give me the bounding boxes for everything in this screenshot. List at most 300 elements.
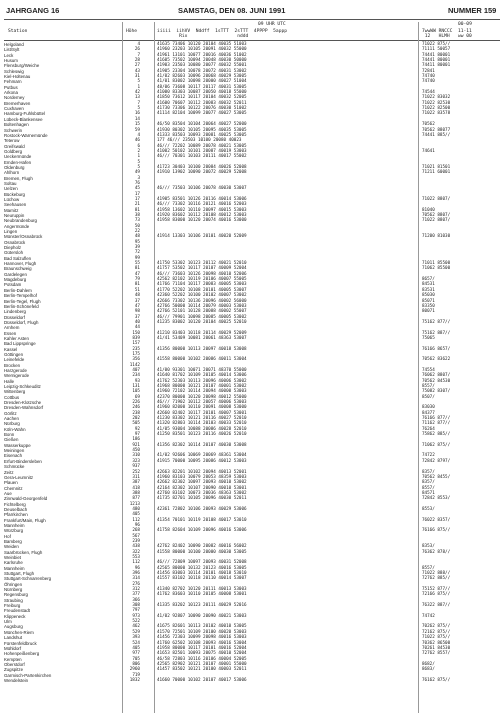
weather-groups: 74441 885// [422,132,451,138]
synop-groups: 41960 23203 10105 20091 40032 55000 [157,47,247,53]
synop-groups: 41905 23304 10078 20072 40031 53002 [157,68,247,74]
station-name: Aue [4,490,12,496]
station-height: 5 [137,164,140,170]
station-height: 92 [134,426,140,432]
weather-groups: 75152 877// [422,587,451,593]
station-name: Leck [4,52,14,58]
synop-groups: 46/50 83504 10104 20064 40027 52000 [157,122,247,128]
synop-groups: 41002 50102 10101 20087 40019 53003 [157,148,247,154]
synop-groups: 41356 80000 10113 20097 40018 53008 [157,346,247,352]
station-name: Rostock-Warnemünde [4,132,48,138]
station-name: Teterow [4,138,20,144]
synop-groups: 41968 80000 10121 20107 40001 53002 [157,384,247,389]
station-height: 14 [134,116,140,122]
station-name: List/Sylt [4,47,20,53]
station-name: Berlin-Tempelhof [4,293,37,299]
station-height: 97 [134,432,140,438]
station-name: München-Riem [4,629,34,635]
station-name: Arnhem [4,325,20,331]
synop-groups: 46/// 79901 10098 20085 40005 53002 [157,314,247,320]
station-height: 1213 [129,501,140,507]
station-name: Öhringen [4,581,23,587]
synop-groups: 41903 23503 10080 20077 40032 55001 [157,63,247,69]
synop-groups: 46/// 70301 10103 20111 40017 55002 [157,154,247,160]
station-height: 150 [132,330,140,336]
synop-groups: 41/02 92807 10090 20090 40021 53003 [157,613,247,619]
station-name: Hohenpeißenberg [4,651,40,657]
weather-groups: 76162 875// [422,677,451,683]
weather-groups: 8357/ [422,469,435,475]
station-height: 96 [134,522,140,528]
station-height: 5 [137,79,140,85]
station-height: 2 [137,148,140,154]
station-height: 567 [132,533,140,539]
synop-groups: 41750 53302 10123 20112 40021 52010 [157,261,247,267]
synop-groups: 41230 83302 10121 20116 40027 52010 [157,416,247,422]
synop-groups: 41960 72102 10114 20094 40000 53003 [157,389,247,395]
weather-groups: 74742 [422,613,435,619]
station-height: 98 [134,309,140,315]
station-name: Bamberg [4,538,22,544]
synop-groups: 41000 83303 10087 20050 40018 55000 [157,90,247,96]
station-height: 48 [134,234,140,240]
station-height: 322 [132,549,140,555]
station-height: 202 [132,416,140,422]
station-column-heading: Station [8,29,28,34]
station-name: Cuxhaven [4,106,24,112]
weather-groups: 71062 85500 [422,266,451,272]
weather-groups: 81040 [422,207,435,213]
weather-groups: 71022 8807/ [422,196,451,202]
synop-groups: 46/// 71902 10112 20057 40006 53003 [157,400,247,406]
station-name: Kiel-Holtenau [4,74,31,80]
synop-groups: 42360 52202 10100 20102 40007 53002 [157,293,247,299]
station-height: 42 [134,90,140,96]
synop-groups: 41340 82702 10120 20111 40013 53003 [157,587,247,593]
weather-groups: 75065 [422,335,435,341]
station-height: 73 [134,218,140,224]
synop-groups: 42565 82902 10121 20107 40001 55000 [157,661,247,667]
weather-groups: 74544 [422,90,435,96]
station-name: Klippeneck [4,613,26,619]
station-height: 13 [134,95,140,101]
station-height: 21 [134,202,140,208]
weather-groups: 74411 80001 [422,63,451,69]
station-name: Gießen [4,437,19,443]
synop-groups: 42766 52101 10128 20088 40002 55007 [157,309,247,315]
station-height: 39 [134,245,140,251]
weather-groups: 71200 81030 [422,234,451,240]
station-name: Schmücke [4,464,25,470]
header-rule-top [4,19,500,20]
weather-groups: 80071 [422,309,435,315]
synop-groups: 41760 62502 10108 20093 40016 53004 [157,640,247,646]
weather-groups: 8553/ [422,506,435,512]
station-name: Zinnwald-Georgenfeld [4,496,48,502]
time-heading: 09 UHR UTC [258,22,286,27]
synop-groups: 41757 53502 10117 20107 40009 52004 [157,266,247,272]
volume-label: JAHRGANG 16 [6,6,60,15]
station-name: Soltau [4,180,17,186]
station-height: 977 [132,651,140,657]
station-height: 387 [132,480,140,486]
synop-groups: 42663 82201 10102 20094 40013 52001 [157,469,247,475]
station-height: 529 [132,629,140,635]
station-height: 973 [132,613,140,619]
station-name: Magdeburg [4,277,27,283]
station-height: 16 [134,111,140,117]
synop-groups: 41723 30403 10100 20084 40026 52008 [157,164,247,170]
station-height: 246 [132,405,140,411]
station-height: 37 [134,314,140,320]
weather-groups: 71021 81501 [422,164,451,170]
synop-groups: 41675 82601 10113 20102 40010 53005 [157,624,247,630]
weather-groups: 70562 8455/ [422,474,451,480]
station-height: 797 [132,608,140,614]
station-name: Angermünde [4,223,30,229]
station-name: Weiden [4,544,19,550]
weather-groups: 71022 83032 [422,95,451,101]
weather-groups: 71022 8807/ [422,218,451,224]
synop-groups: 41570 72501 10109 20100 40020 53003 [157,629,247,635]
station-height: 234 [132,373,140,379]
weather-groups: 74554 [422,367,435,373]
station-height: 1 [137,154,140,160]
station-name: Freudenstadt [4,608,30,614]
station-name: Kassel [4,346,18,352]
synop-groups: 41958 80000 10117 20101 40016 52004 [157,645,247,651]
weather-groups: 8507/ [422,394,435,400]
weather-groups: 8353/ [422,544,435,550]
synop-groups: 42565 80000 10132 20123 40016 53005 [157,565,247,571]
synop-groups: 41558 80000 10102 20086 40011 53004 [157,357,247,363]
station-name: Görlitz [4,410,17,416]
station-name: Husum [4,58,18,64]
station-height: 877 [132,496,140,502]
weather-groups: 85071 [422,298,435,304]
synop-groups: 41758 82604 10109 20096 40016 53006 [157,528,247,534]
station-height: 268 [132,528,140,534]
station-name: Lindenberg [4,309,26,315]
station-name: Straubing [4,597,23,603]
weather-groups: 85030 [422,293,435,299]
weather-groups: 70362 86500 [422,640,451,646]
station-name: Düsseldorf, Flugh [4,319,39,325]
synop-groups: 42660 82402 10117 20101 40007 53001 [157,410,247,416]
station-height: 396 [132,571,140,577]
weather-groups: 72166 875// [422,592,451,598]
station-name: Fehmarn [4,79,22,85]
station-height: 76 [134,180,140,186]
station-name: Wernigerode [4,373,30,379]
synop-groups: 41660 70000 10102 20107 40017 53006 [157,677,247,683]
weather-groups: 76362 878// [422,549,451,555]
station-height: 112 [132,560,140,566]
station-height: 131 [132,384,140,389]
observation-table [0,42,504,683]
weather-groups: 71022 83578 [422,111,451,117]
station-height: 96 [134,565,140,571]
synop-groups: 41735 82701 10105 20096 40030 52011 [157,496,247,502]
synop-groups: 41/41 53409 10081 20061 48363 53007 [157,335,247,341]
period-heading: 00-09 [458,22,472,27]
synop-groups: 41961 13101 10077 20016 40036 51002 [157,52,247,58]
station-height: 99 [134,255,140,261]
table-row [0,678,504,683]
station-height: 418 [132,485,140,491]
station-name: Norderney [4,95,25,101]
synop-groups: 41333 83503 10093 20081 40025 53005 [157,132,247,138]
station-height: 2960 [129,667,140,673]
station-name: Stuttgart, Flugh [4,571,35,577]
station-height: 55 [134,261,140,267]
station-height: 5 [137,159,140,165]
station-name: Leinefelde [4,357,25,363]
station-name: Würzburg [4,528,24,534]
weather-groups: 84531 [422,282,435,288]
station-name: Stuttgart-Schnarrenberg [4,576,52,582]
station-height: 175 [132,351,140,357]
station-name: Düsseldorf [4,314,25,320]
station-height: 37 [134,298,140,304]
station-name: Seehausen [4,202,27,208]
synop-groups: 41356 82302 10114 20107 40030 53008 [157,442,247,448]
synop-groups: 41335 83202 10123 20111 40029 52016 [157,603,247,609]
synop-groups: 46/// 72809 10097 20093 40031 52008 [157,560,247,566]
synop-groups: 41456 72303 10099 20098 40016 53003 [157,635,247,641]
weather-groups: 71011 85500 [422,261,451,267]
station-name: Mühldorf [4,645,22,651]
station-name: Gera-Leumnitz [4,474,34,480]
station-height: 112 [132,517,140,523]
station-height: 235 [132,346,140,352]
weather-groups: 75162 887// [422,330,451,336]
weather-groups: 74722 [422,453,435,459]
station-name: Mannheim [4,565,25,571]
weather-groups: 71022 875// [422,42,451,47]
weather-groups: 8682/ [422,661,435,667]
weather-groups: 8557/ [422,485,435,491]
station-height: 93 [134,378,140,384]
station-height: 323 [132,458,140,464]
weather-groups: 72842 8797/ [422,458,451,464]
station-height: 3 [137,175,140,181]
station-name: Diepholz [4,245,22,251]
station-name: Braunschweig [4,266,32,272]
station-height: 438 [132,544,140,550]
station-height: 377 [132,592,140,598]
station-name: Berlin-Schönefeld [4,303,39,309]
station-height: 705 [132,656,140,662]
station-name: Brocken [4,362,21,368]
station-height: 79 [134,277,140,283]
station-height: 48 [134,293,140,299]
station-height: 26 [134,47,140,53]
station-height: 937 [132,464,140,470]
station-height: 314 [132,576,140,582]
weather-groups: 84377 [422,410,435,416]
weather-groups: 75862 885// [422,432,451,438]
weather-groups: 71022 888// [422,571,451,577]
station-name: Goldberg [4,148,23,154]
weather-groups: 76264 [422,426,435,432]
synop-groups: 41/05 93004 10088 20086 40028 52010 [157,426,247,432]
station-height: 186 [132,437,140,443]
station-height: 839 [132,335,140,341]
weather-groups: 74441 80001 [422,58,451,64]
synop-groups: 41114 82104 10099 20077 40027 53005 [157,111,247,117]
station-name: Göttingen [4,351,24,357]
synop-groups: 46/// 73603 10126 20098 40010 52006 [157,271,247,277]
synop-groups: 42760 83102 10073 20036 48363 53002 [157,490,247,496]
station-height: 45 [134,186,140,192]
station-name: Dresden-Wahnsdorf [4,405,44,411]
station-height: 43 [134,68,140,74]
weather-groups: 76062 8807/ [422,373,451,379]
station-height: 15 [134,122,140,128]
station-height: 72 [134,250,140,256]
station-height: 4 [137,132,140,138]
station-name: Erfurt-Bindersleben [4,458,42,464]
synop-groups-subheading: Rix nddd [157,34,249,39]
synop-groups: 41600 70607 10112 20083 40032 52011 [157,100,247,106]
station-name: Gardelegen [4,271,27,277]
weather-groups: 70261 84530 [422,645,451,651]
synop-groups: 41250 83501 10123 20116 40026 52010 [157,432,247,438]
station-height: 1142 [129,362,140,368]
height-column-heading: Höhe [126,29,138,34]
synop-groups: 41730 73306 10122 20076 40030 51002 [157,106,247,112]
station-height: 17 [134,196,140,202]
synop-groups: 41354 70101 10119 20108 40017 53010 [157,517,247,523]
station-height: 5 [137,106,140,112]
station-name: Berlin-Tegel, Flugh [4,298,41,304]
station-name: Hamburg-Fuhlsbüttel [4,111,45,117]
synop-groups: 41958 13602 10110 20097 40015 53003 [157,207,247,213]
weather-groups: 71162 877// [422,421,451,427]
station-name: Zugspitze [4,667,24,673]
station-name: Oberstdorf [4,661,25,667]
station-name: Kempten [4,656,22,662]
station-name: Helgoland [4,42,24,47]
station-name: Flensburg/Weiche [4,63,40,69]
page-header [0,6,504,18]
station-name: Uelzen [4,186,18,192]
station-height: 522 [132,619,140,625]
weather-groups: 72842 8553/ [422,496,451,502]
station-name: Zeitz [4,469,14,475]
station-height: 553 [132,555,140,560]
station-name: Greifswald [4,143,25,149]
synop-groups: 41850 73612 10117 20104 40032 52005 [157,95,247,101]
station-name: Nürnberg [4,587,23,593]
date-label: SAMSTAG, DEN 08. JUNI 1991 [178,6,286,15]
synop-groups: 41770 52202 10108 20101 40005 53007 [157,287,247,293]
weather-groups: 71022 82500 [422,106,451,112]
station-name: Plauen [4,480,18,486]
weather-groups: 8357/ [422,480,435,486]
station-name: Marnitz [4,207,19,213]
station-height: 238 [132,410,140,416]
station-name: Saarbrücken, Flugh [4,549,43,555]
weather-groups: 72762 8557/ [422,651,451,657]
station-name: Dresden-Klotzsche [4,400,42,406]
synop-groups: 42164 82302 10107 20090 40010 53001 [157,485,247,491]
station-name: Schleswig [4,68,24,74]
synop-groups: 48/06 73608 10117 20117 40031 53005 [157,84,247,90]
synop-groups: 41640 81702 10109 20105 40014 53006 [157,373,247,379]
station-height: 40 [134,319,140,325]
synop-groups: 41930 80302 10105 20095 40035 53005 [157,127,247,133]
synop-groups: 41456 83003 10114 20101 40018 53010 [157,571,247,577]
station-height: 49 [134,170,140,176]
weather-groups: 70562 [422,122,435,128]
station-name: Wendelstein [4,677,29,683]
station-height: 276 [132,581,140,587]
synop-groups: 46/// 73302 10116 20121 40016 52003 [157,202,247,208]
synop-groups: 41958 83000 10120 20074 40016 53000 [157,218,247,224]
station-name: Fichtelberg [4,501,26,507]
weather-groups-heading: 7wwWW RNCCC 11-11 [422,29,472,34]
weather-groups: 83531 [422,287,435,293]
station-name: Mannheim [4,522,25,528]
station-name: Ulm [4,619,12,625]
station-name: Bückeburg [4,191,25,197]
synop-groups: 41920 83602 10112 20108 40012 53003 [157,213,247,218]
station-height: 252 [132,469,140,475]
station-name: Essen [4,330,17,336]
station-height: 806 [132,661,140,667]
station-name: Frankfurt/Main, Flugh [4,517,46,523]
weather-groups: 71111 50057 [422,47,451,53]
station-name: Boltenhagen [4,122,29,128]
station-name: Leipzig-Schkeuditz [4,384,41,389]
station-name: Lübeck-Blankensee [4,116,43,122]
synop-groups: 42562 82102 10119 20106 40007 55005 [157,277,247,283]
station-name: Augsburg [4,624,23,630]
synop-groups: 41558 80000 10100 20000 40030 53005 [157,549,247,555]
synop-groups: 41915 70000 10095 20086 40012 53003 [157,458,247,464]
station-height: 46 [134,138,140,144]
weather-groups: 71211 60001 [422,170,451,176]
station-name: Köln-Wahn [4,426,26,432]
station-height: 226 [132,400,140,406]
station-name: Fürstenfeldbruck [4,640,37,646]
station-name: Oldenburg [4,164,25,170]
station-name: Bonn [4,432,15,438]
synop-groups: 41762 83603 10110 20105 40008 53001 [157,592,247,598]
synop-groups: 42762 82402 10090 20082 40016 56002 [157,544,247,550]
station-name: Weinbiet [4,555,22,560]
station-height: 480 [132,506,140,512]
station-height: 366 [132,597,140,603]
station-name: Bad Salzuflen [4,255,32,261]
weather-groups: 71022 82530 [422,100,451,106]
weather-groups: 71022 875// [422,635,451,641]
station-name: Meiningen [4,448,25,454]
station-name: Arkona [4,90,18,96]
synop-groups: 46/58 72803 10116 20106 40004 52005 [157,656,247,662]
weather-groups: 8657/ [422,277,435,283]
station-height: 17 [134,191,140,197]
station-height: 311 [132,474,140,480]
station-name: Karlsruhe [4,560,23,566]
station-height: 921 [132,442,140,448]
weather-groups: 76322 887// [422,603,451,609]
synop-groups: 41762 52303 10113 20096 40006 53002 [157,378,247,384]
weather-groups: 76166 8657/ [422,346,451,352]
station-height: 6 [137,143,140,149]
